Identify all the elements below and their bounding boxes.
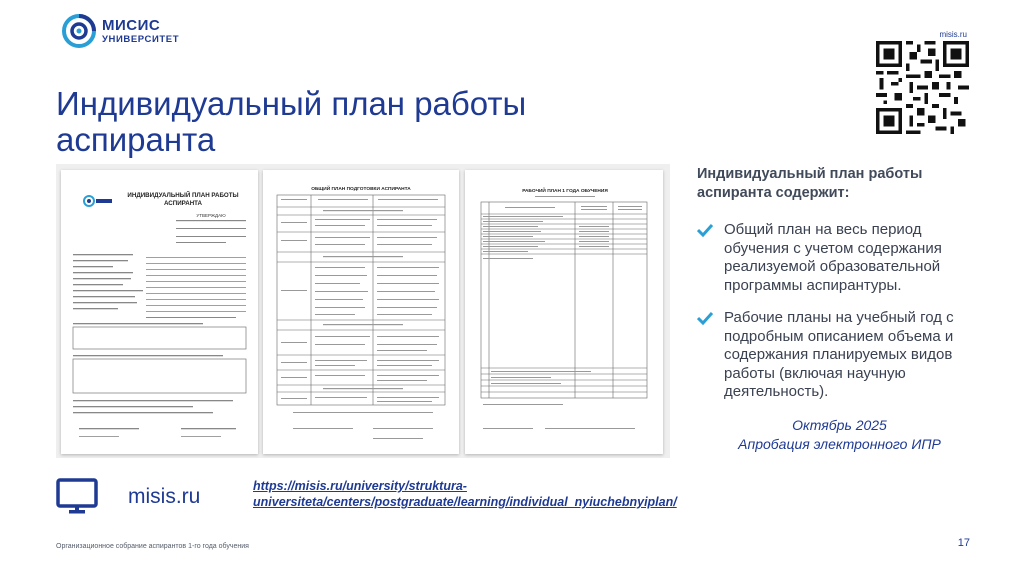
page-number: 17 bbox=[957, 537, 970, 549]
list-item bbox=[697, 309, 982, 402]
checkmark-icon bbox=[697, 223, 713, 237]
doc1-title-line2: АСПИРАНТА bbox=[163, 200, 203, 207]
doc2-title: ОБЩИЙ ПЛАН ПОДГОТОВКИ АСПИРАНТА bbox=[311, 187, 411, 192]
logo-subtitle: УНИВЕРСИТЕТ bbox=[102, 33, 180, 45]
bullet-text: Общий план на весь период обучения с учетом содержания реализуемой образовательной программы аспирантуры. bbox=[724, 221, 942, 294]
doc3-title: РАБОЧИЙ ПЛАН 1 ГОДА ОБУЧЕНИЯ bbox=[522, 189, 608, 194]
doc1-approve: УТВЕРЖДАЮ bbox=[196, 213, 226, 218]
individual-plan-link[interactable]: https://misis.ru/university/struktura-universiteta/centers/postgraduate/learning/individual_nyiuchebnyiplan/ bbox=[253, 479, 677, 509]
document-preview-individual-plan[interactable] bbox=[61, 170, 258, 454]
doc1-title-line1: ИНДИВИДУАЛЬНЫЙ ПЛАН РАБОТЫ bbox=[127, 192, 239, 199]
approbation-text: Апробация электронного ИПР bbox=[738, 435, 941, 452]
plan-contents-list bbox=[697, 221, 982, 402]
document-preview-general-plan[interactable] bbox=[263, 170, 459, 454]
date-text: Октябрь 2025 bbox=[792, 416, 887, 433]
bullet-text: Рабочие планы на учебный год с подробным описанием объема и содержания планируемых видов работы (включая научную деятельность). bbox=[724, 309, 954, 400]
site-link-top[interactable]: misis.ru bbox=[939, 30, 967, 39]
footer-text: Организационное собрание аспирантов 1-го года обучения bbox=[56, 543, 249, 550]
logo-name: МИСИС bbox=[102, 16, 161, 34]
plan-contents-section bbox=[697, 165, 982, 454]
list-item bbox=[697, 221, 982, 295]
site-link-bottom[interactable]: misis.ru bbox=[128, 485, 201, 508]
university-logo[interactable] bbox=[62, 14, 179, 48]
plan-contents-heading: Индивидуальный план работы аспиранта содержит: bbox=[697, 166, 923, 201]
document-preview-working-plan[interactable] bbox=[465, 170, 663, 454]
document-preview-panel bbox=[56, 164, 670, 458]
monitor-icon bbox=[56, 478, 98, 516]
doc-logo-icon bbox=[84, 196, 112, 206]
qr-code-icon[interactable] bbox=[876, 41, 969, 134]
checkmark-icon bbox=[697, 311, 713, 325]
slide-title: Индивидуальный план работы аспиранта bbox=[56, 85, 527, 158]
misis-logo-icon bbox=[62, 14, 96, 48]
